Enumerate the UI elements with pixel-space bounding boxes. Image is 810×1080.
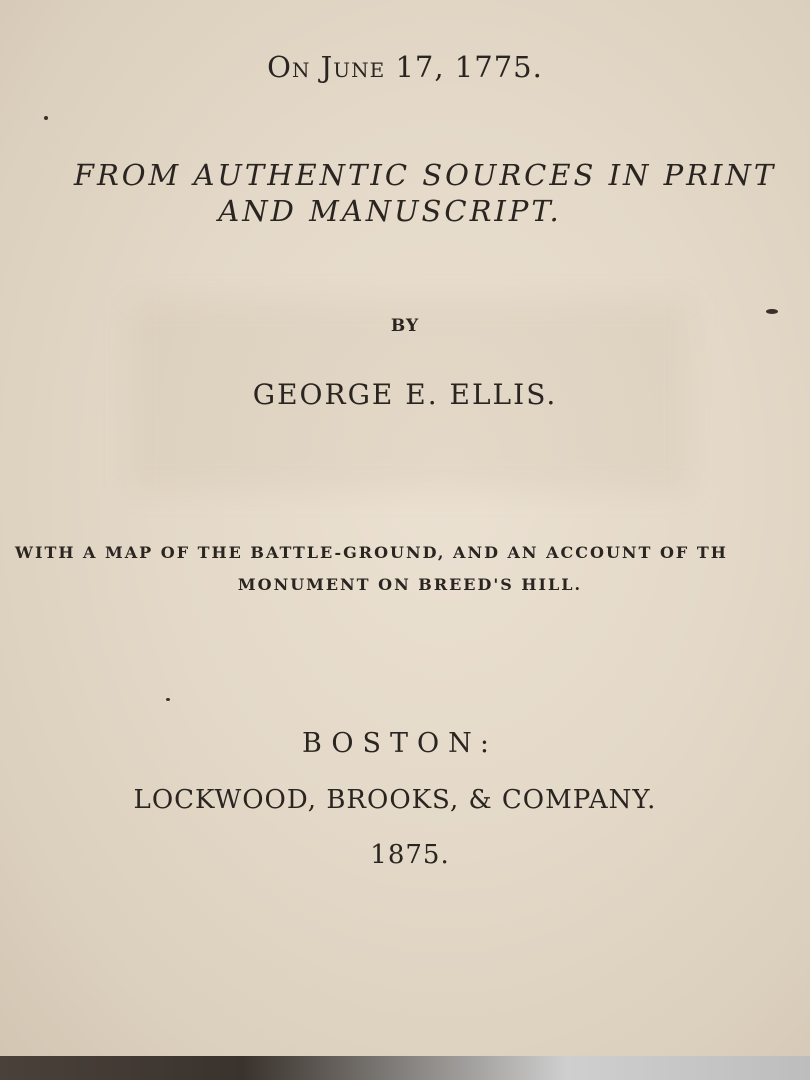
paper-speck — [166, 698, 170, 701]
map-note-line-1: WITH A MAP OF THE BATTLE-GROUND, AND AN ACCOUNT OF TH — [15, 543, 728, 562]
map-note-line-2: MONUMENT ON BREED'S HILL. — [237, 575, 583, 594]
date-line: On June 17, 1775. — [267, 50, 543, 84]
by-label: BY — [390, 316, 420, 336]
subtitle-line-1: FROM AUTHENTIC SOURCES IN PRINT — [73, 158, 777, 192]
paper-speck — [766, 309, 778, 314]
background-edge — [0, 1056, 810, 1080]
publisher-city: BOSTON: — [302, 728, 498, 759]
subtitle-line-2: AND MANUSCRIPT. — [218, 194, 562, 228]
author-name: GEORGE E. ELLIS. — [252, 378, 558, 411]
publication-year: 1875. — [370, 840, 450, 870]
publisher-name: LOCKWOOD, BROOKS, & COMPANY. — [133, 785, 657, 815]
paper-speck — [44, 116, 48, 120]
